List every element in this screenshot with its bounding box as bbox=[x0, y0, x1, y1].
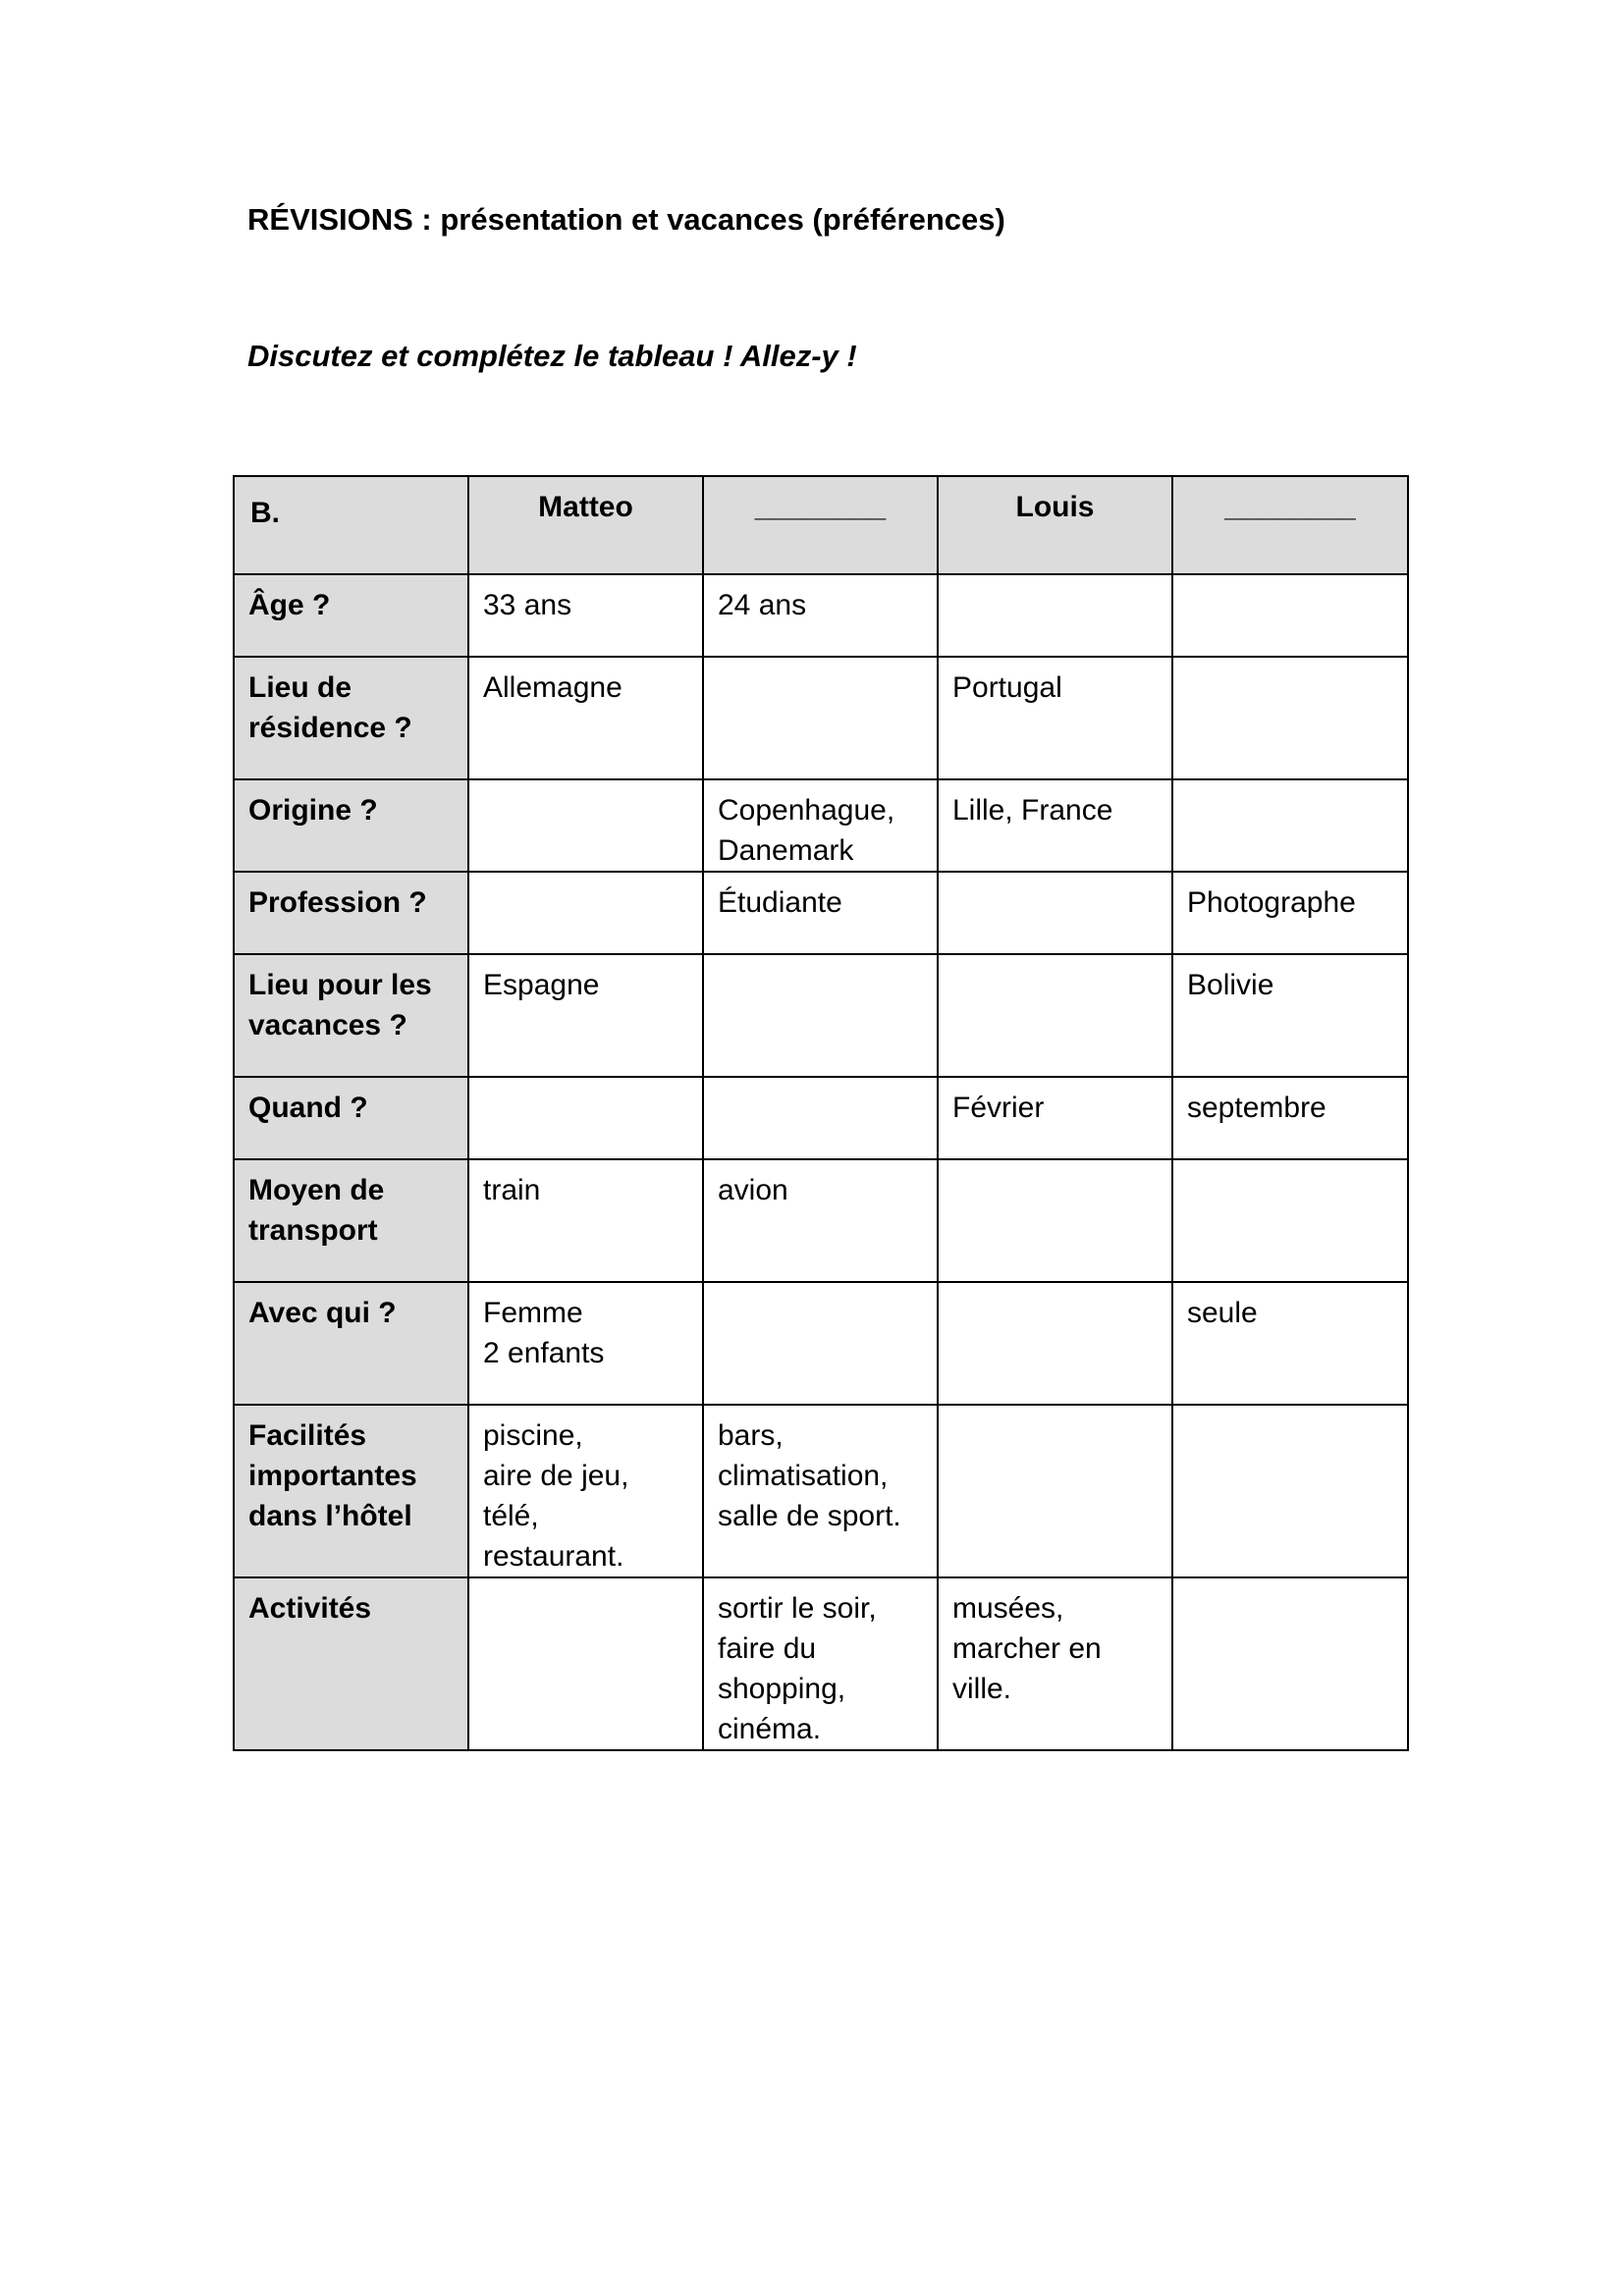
table-cell bbox=[1172, 657, 1408, 779]
table-cell: Espagne bbox=[468, 954, 703, 1077]
table-cell: Portugal bbox=[938, 657, 1172, 779]
table-cell bbox=[938, 1159, 1172, 1282]
table-cell bbox=[1172, 1159, 1408, 1282]
table-row bbox=[234, 872, 1408, 954]
table-row bbox=[234, 1577, 1408, 1750]
column-header: Louis bbox=[938, 476, 1172, 574]
table-cell: Copenhague, Danemark bbox=[703, 779, 938, 872]
table-cell: Février bbox=[938, 1077, 1172, 1159]
table-cell: Photographe bbox=[1172, 872, 1408, 954]
table-row bbox=[234, 1282, 1408, 1405]
page-title: RÉVISIONS : présentation et vacances (préférences) bbox=[247, 202, 1005, 237]
table-cell bbox=[1172, 574, 1408, 657]
table-cell: avion bbox=[703, 1159, 938, 1282]
table-cell bbox=[703, 1282, 938, 1405]
table-cell bbox=[468, 779, 703, 872]
table-cell: seule bbox=[1172, 1282, 1408, 1405]
table-cell bbox=[938, 1405, 1172, 1577]
table-cell bbox=[703, 1077, 938, 1159]
table-cell bbox=[938, 872, 1172, 954]
table-header-row bbox=[234, 476, 1408, 574]
table-cell: 33 ans bbox=[468, 574, 703, 657]
table-row bbox=[234, 954, 1408, 1077]
row-label: Avec qui ? bbox=[234, 1282, 468, 1405]
table-cell bbox=[1172, 779, 1408, 872]
table-cell: Allemagne bbox=[468, 657, 703, 779]
row-label: Lieu pour les vacances ? bbox=[234, 954, 468, 1077]
column-header: ________ bbox=[703, 476, 938, 574]
table-cell: piscine, aire de jeu, télé, restaurant. bbox=[468, 1405, 703, 1577]
table-row bbox=[234, 1159, 1408, 1282]
row-label: Lieu de résidence ? bbox=[234, 657, 468, 779]
row-label: Quand ? bbox=[234, 1077, 468, 1159]
table-cell bbox=[468, 1577, 703, 1750]
section-mark: B. bbox=[250, 497, 280, 529]
table-cell bbox=[468, 1077, 703, 1159]
instruction-text: Discutez et complétez le tableau ! Allez-y ! bbox=[247, 339, 857, 373]
row-label: Activités bbox=[234, 1577, 468, 1750]
table-row bbox=[234, 779, 1408, 872]
section-mark-cell bbox=[234, 476, 468, 574]
table-cell: train bbox=[468, 1159, 703, 1282]
row-label: Moyen de transport bbox=[234, 1159, 468, 1282]
table-cell: Étudiante bbox=[703, 872, 938, 954]
table-row bbox=[234, 1077, 1408, 1159]
table-cell bbox=[703, 954, 938, 1077]
table-cell bbox=[1172, 1577, 1408, 1750]
table-cell: sortir le soir, faire du shopping, cinéma. bbox=[703, 1577, 938, 1750]
table-cell bbox=[938, 574, 1172, 657]
table-cell: Femme 2 enfants bbox=[468, 1282, 703, 1405]
table-cell: septembre bbox=[1172, 1077, 1408, 1159]
table-cell: Lille, France bbox=[938, 779, 1172, 872]
comparison-table bbox=[233, 475, 1409, 1751]
table-row bbox=[234, 574, 1408, 657]
table-cell: Bolivie bbox=[1172, 954, 1408, 1077]
table-cell bbox=[938, 1282, 1172, 1405]
table-row bbox=[234, 657, 1408, 779]
table-row bbox=[234, 1405, 1408, 1577]
row-label: Facilités importantes dans l’hôtel bbox=[234, 1405, 468, 1577]
column-header: ________ bbox=[1172, 476, 1408, 574]
table-cell bbox=[938, 954, 1172, 1077]
row-label: Âge ? bbox=[234, 574, 468, 657]
table-cell bbox=[703, 657, 938, 779]
row-label: Origine ? bbox=[234, 779, 468, 872]
column-header: Matteo bbox=[468, 476, 703, 574]
table-cell bbox=[468, 872, 703, 954]
row-label: Profession ? bbox=[234, 872, 468, 954]
table-cell bbox=[1172, 1405, 1408, 1577]
table-cell: musées, marcher en ville. bbox=[938, 1577, 1172, 1750]
table-cell: 24 ans bbox=[703, 574, 938, 657]
table-cell: bars, climatisation, salle de sport. bbox=[703, 1405, 938, 1577]
